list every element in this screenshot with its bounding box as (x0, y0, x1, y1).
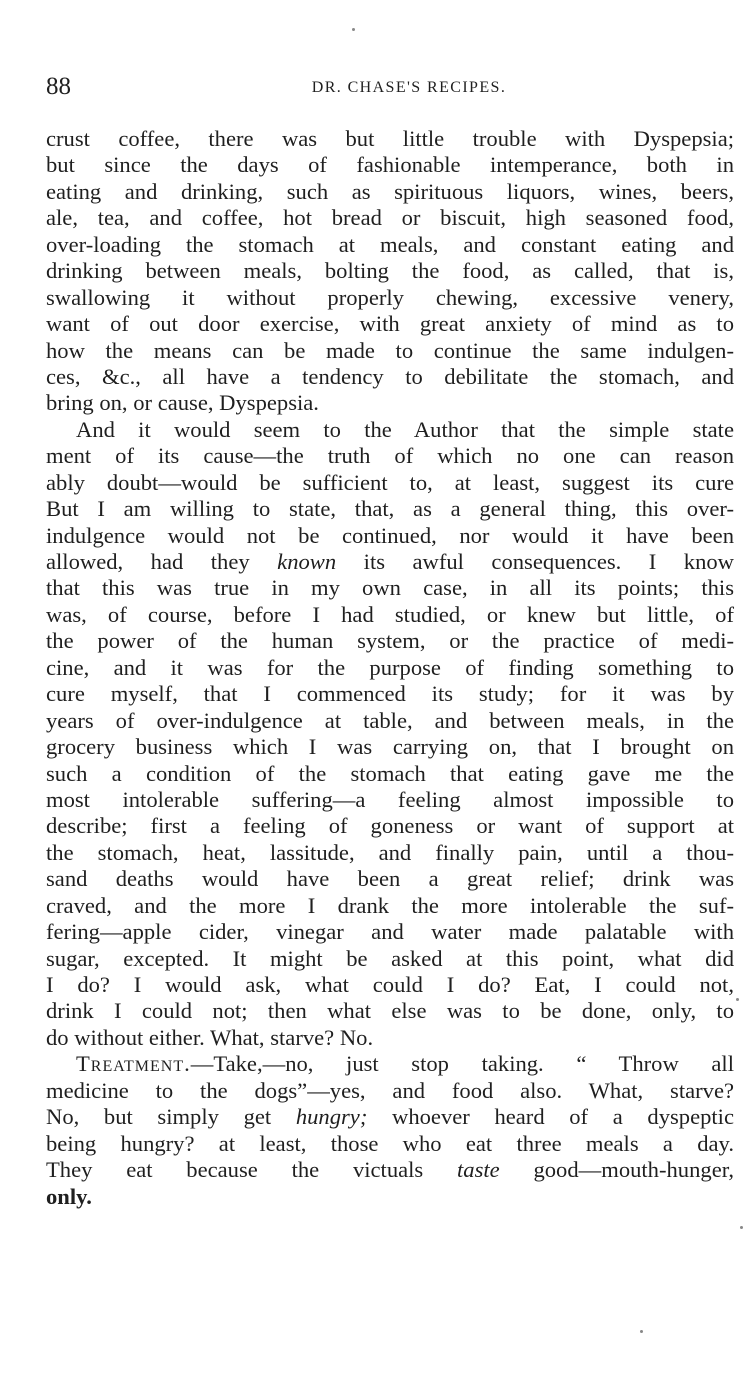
text-segment: whoever heard of a dyspeptic (367, 1104, 734, 1130)
text-line: years of over-indulgence at table, and between meals, in the (46, 707, 734, 733)
text-segment: allowed, had they (46, 549, 278, 574)
paper-speck (640, 1330, 643, 1333)
text-line: drinking between meals, bolting the food, as called, that is, (46, 258, 734, 284)
text-line: cure myself, that I commenced its study; for it was by (46, 681, 734, 707)
body-text (46, 126, 734, 1210)
text-line: bring on, or cause, Dyspepsia. (46, 390, 319, 416)
text-line: And it would seem to the Author that the simple state (76, 416, 734, 442)
text-line: crust coffee, there was but little trouble with Dyspepsia; (46, 126, 734, 151)
paper-speck (740, 1226, 743, 1229)
text-line: sand deaths would have been a great relief; drink was (46, 866, 734, 892)
text-line: I do? I would ask, what could I do? Eat, I could not, (46, 972, 734, 997)
text-line: how the means can be made to continue the same indulgen- (46, 337, 734, 363)
text-line (46, 1051, 734, 1077)
text-segment: good—mouth-hunger, (499, 1157, 734, 1183)
text-line: sugar, excepted. It might be asked at this point, what did (46, 945, 734, 971)
text-line: craved, and the more I drank the more intolerable the suf- (46, 892, 734, 918)
text-line: the stomach, heat, lassitude, and finally pain, until a thou- (46, 839, 734, 865)
text-line: grocery business which I was carrying on, that I brought on (46, 734, 734, 760)
text-line: ces, &c., all have a tendency to debilitate the stomach, and (46, 363, 734, 389)
text-segment: No, but simply get (46, 1104, 296, 1130)
paper-speck (736, 998, 739, 1001)
text-line: that this was true in my own case, in all its points; this (46, 575, 734, 601)
text-segment: They eat because the victuals (46, 1157, 457, 1183)
text-line: swallowing it without properly chewing, excessive venery, (46, 284, 734, 310)
text-line: only. (46, 1183, 92, 1209)
text-line (46, 549, 734, 575)
page-number: 88 (46, 73, 71, 100)
text-line: was, of course, before I had studied, or knew but little, of (46, 601, 734, 627)
text-segment: its awful consequences. I know (336, 549, 735, 574)
text-line: eating and drinking, such as spirituous liquors, wines, beers, (46, 178, 734, 204)
text-line: being hungry? at least, those who eat three meals a day. (46, 1130, 734, 1156)
text-line: do without either. What, starve? No. (46, 1024, 374, 1050)
text-line: medicine to the dogs”—yes, and food also. What, starve? (46, 1077, 734, 1103)
italic-text: hungry; (295, 1104, 368, 1130)
text-segment: —Take,—no, just stop taking. “ Throw all (190, 1051, 734, 1077)
italic-text: known (277, 549, 337, 574)
text-line: ably doubt—would be sufficient to, at least, suggest its cure (46, 469, 734, 495)
text-line: over-loading the stomach at meals, and constant eating and (46, 231, 734, 257)
text-line: ale, tea, and coffee, hot bread or biscuit, high seasoned food, (46, 205, 734, 231)
text-line: but since the days of fashionable intemperance, both in (46, 152, 734, 178)
text-line: drink I could not; then what else was to be done, only, to (46, 998, 734, 1024)
text-line: such a condition of the stomach that eating gave me the (46, 760, 734, 786)
paper-speck (352, 28, 355, 31)
text-line: ment of its cause—the truth of which no one can reason (46, 443, 734, 469)
text-line (46, 1157, 734, 1183)
text-line: indulgence would not be continued, nor would it have been (46, 522, 734, 548)
text-line: the power of the human system, or the practice of medi- (46, 628, 734, 654)
running-head: DR. CHASE'S RECIPES. (311, 79, 507, 96)
text-line: fering—apple cider, vinegar and water made palatable with (46, 919, 734, 945)
text-line: most intolerable suffering—a feeling almost impossible to (46, 786, 734, 812)
text-line: cine, and it was for the purpose of finding something to (46, 654, 734, 680)
text-line: describe; first a feeling of goneness or want of support at (46, 813, 734, 839)
text-line: But I am willing to state, that, as a general thing, this over- (46, 496, 734, 522)
text-line: want of out door exercise, with great anxiety of mind as to (46, 311, 734, 337)
italic-text: taste (457, 1157, 500, 1183)
text-line (46, 1104, 734, 1130)
section-heading: Treatment. (76, 1051, 191, 1077)
page-header (46, 72, 732, 106)
